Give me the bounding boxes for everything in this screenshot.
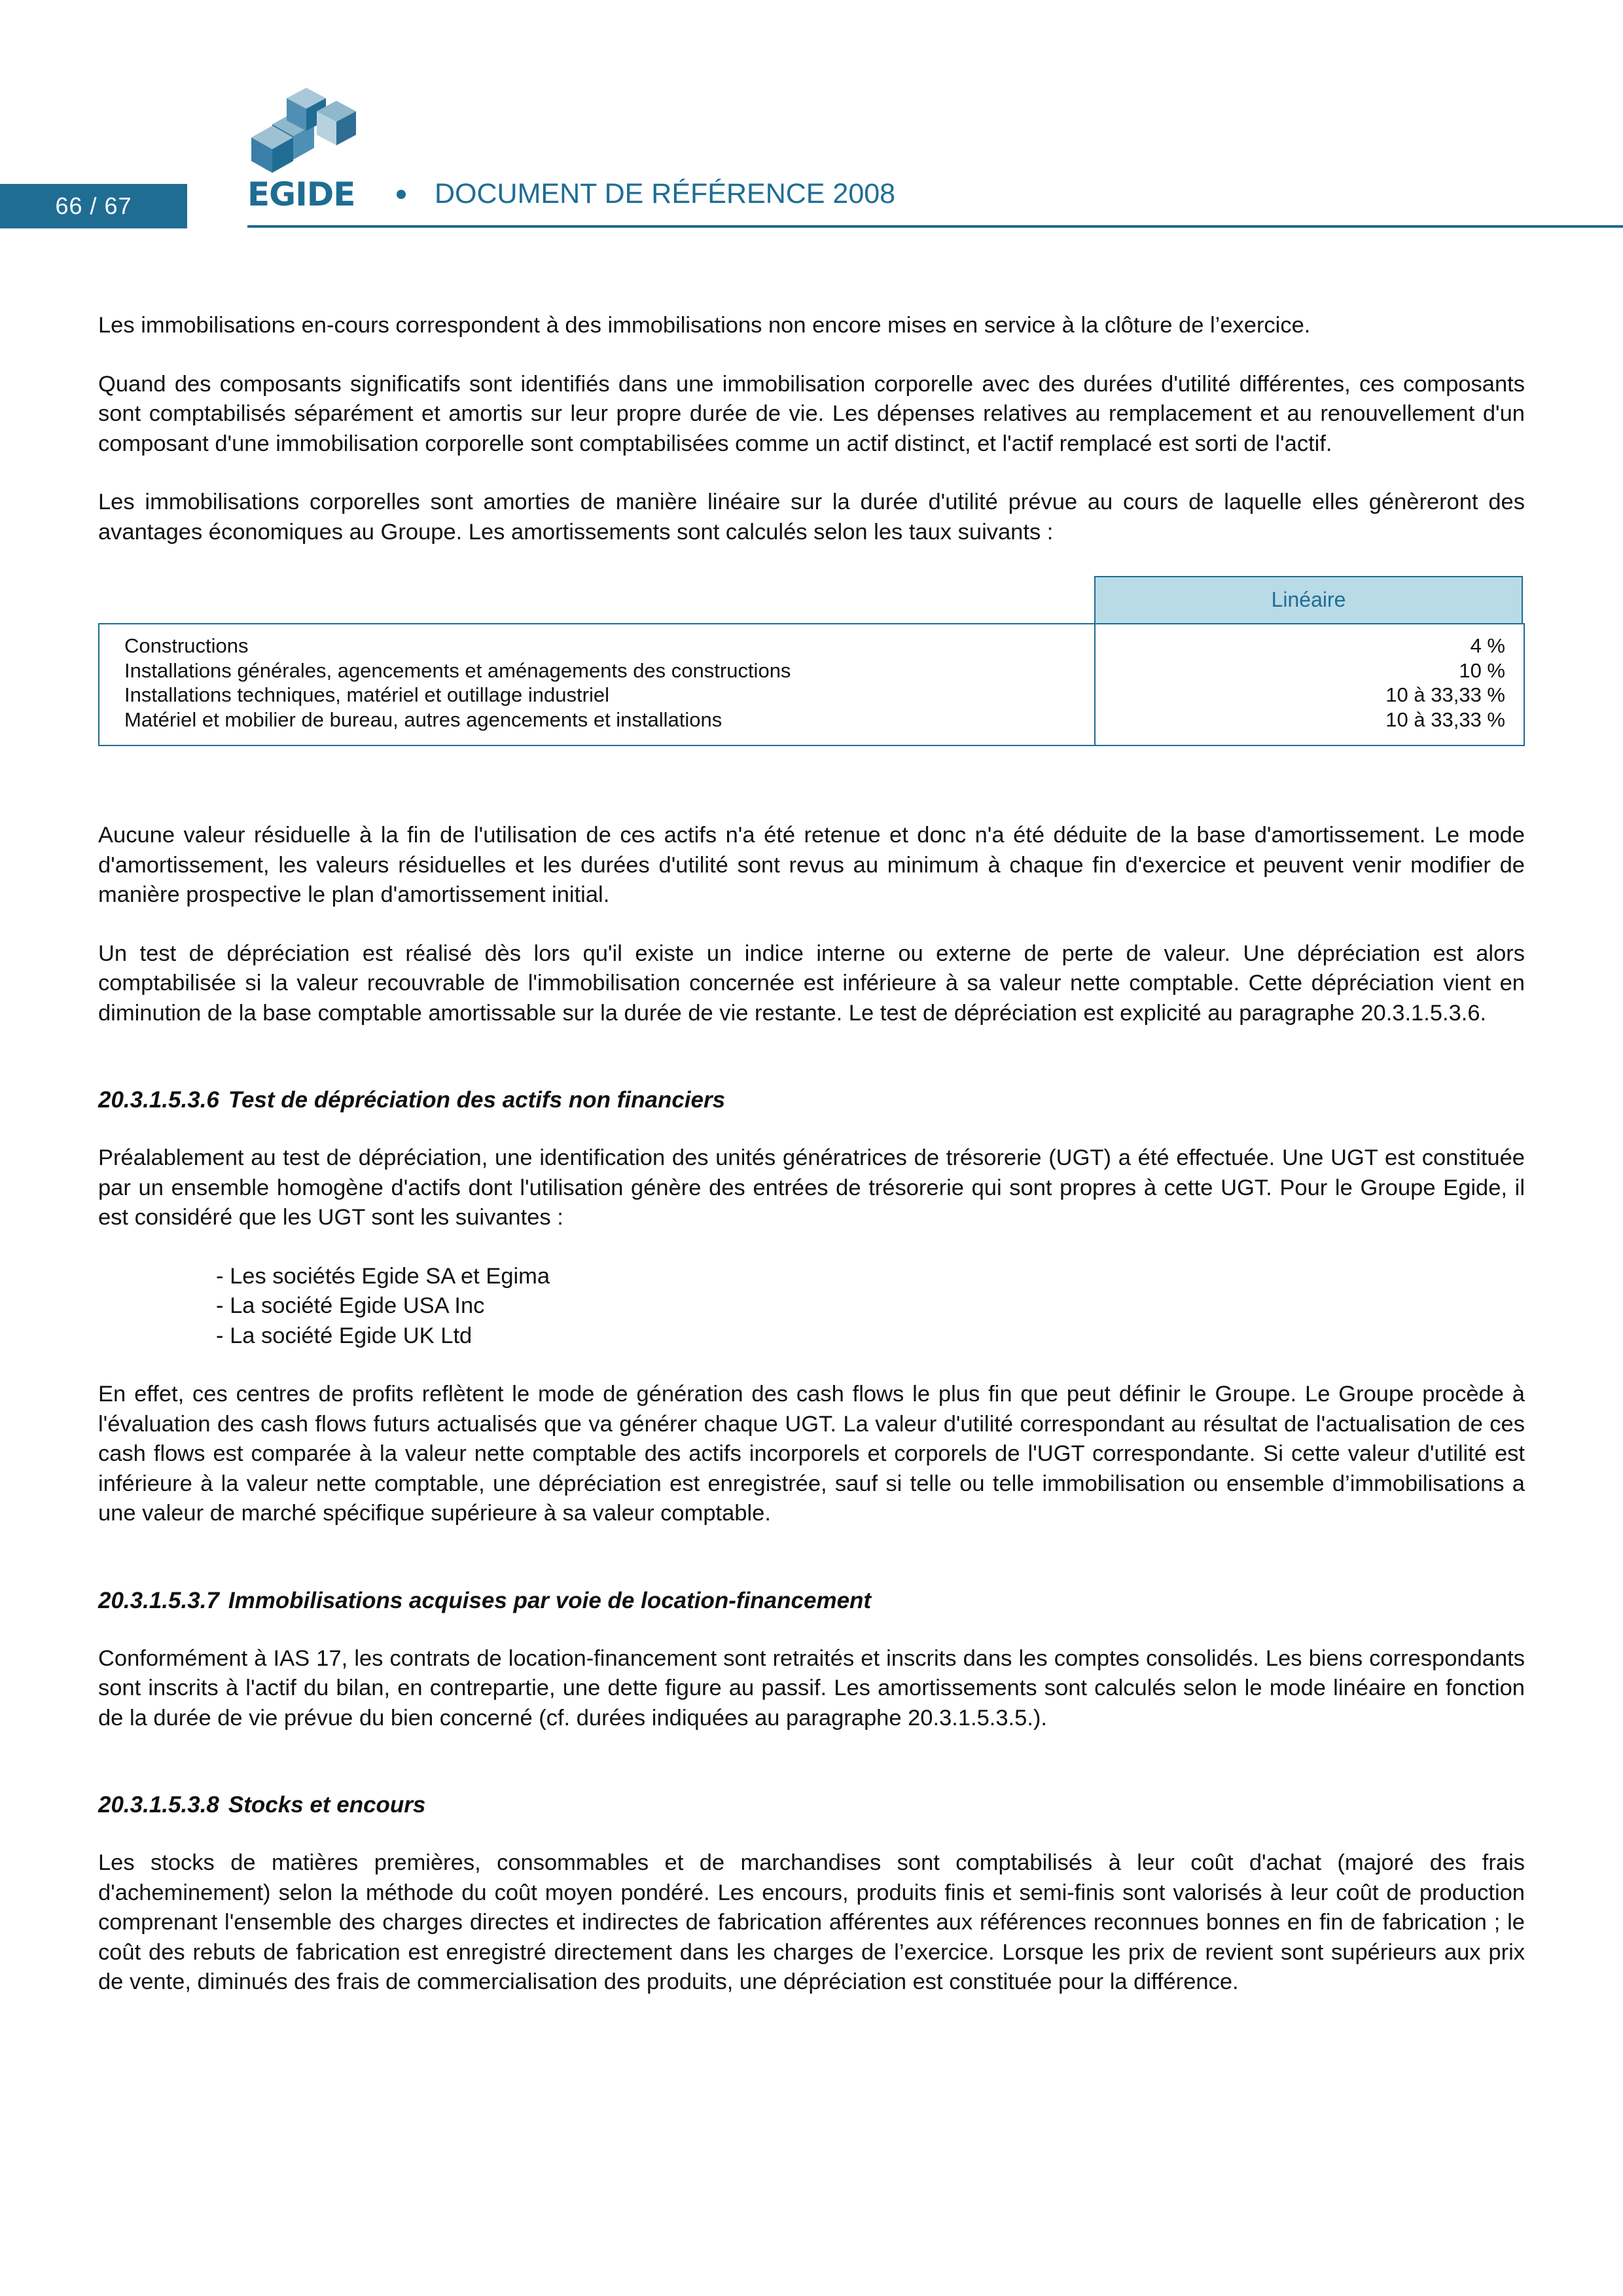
paragraph-location-financement: Conformément à IAS 17, les contrats de location-financement sont retraités et inscrits dans les comptes consolidés. Les biens correspondants sont inscrits à l'actif du bilan, en contrepartie, une dette figure au passif. Les amortissements sont calculés selon le mode linéaire en fonction de la durée de vie prévue du bien concerné (cf. durées indiquées au paragraphe 20.3.1.5.3.5.).	[98, 1645, 1525, 1731]
header-bullet	[397, 190, 406, 199]
table-row-label: Installations générales, agencements et aménagements des constructions	[124, 658, 791, 682]
table-row-label: Matériel et mobilier de bureau, autres agencements et installations	[124, 708, 722, 731]
list-item: - La société Egide UK Ltd	[216, 1323, 473, 1348]
table-values-column	[1096, 624, 1524, 745]
section-number: 20.3.1.5.3.6	[98, 1087, 219, 1113]
page-indicator: 66 / 67	[0, 184, 187, 228]
document-body	[98, 311, 1525, 2026]
table-row-value: 10 à 33,33 %	[1385, 708, 1505, 731]
paragraph-stocks: Les stocks de matières premières, consommables et de marchandises sont comptabilisés à leur coût d'achat (majoré des frais d'acheminement) selon la méthode du coût moyen pondéré. Les encours, produits finis et semi-finis sont valorisés à leur coût de production comprenant l'ensemble des charges directes et indirectes de fabrication afférentes aux références reconnues bonnes en fin de fabrication ; le coût des rebuts de fabrication est enregistré directement dans les charges de l’exercice. Lorsque les prix de revient sont supérieurs aux prix de vente, diminués des frais de commercialisation des produits, une dépréciation est constituée pour la différence.	[98, 1850, 1525, 1994]
paragraph-immobilisations-en-cours: Les immobilisations en-cours correspondent à des immobilisations non encore mises en service à la clôture de l’exercice.	[98, 313, 1311, 338]
ugt-list	[216, 1262, 1525, 1352]
table-column-header: Linéaire	[1094, 576, 1523, 623]
paragraph-ugt: Préalablement au test de dépréciation, une identification des unités génératrices de trésorerie (UGT) a été effectuée. Une UGT est constituée par un ensemble homogène d'actifs dont l'utilisation génère des entrées de trésorerie qui sont propres à cette UGT. Pour le Groupe Egide, il est considéré que les UGT sont les suivantes :	[98, 1145, 1525, 1230]
section-title: Immobilisations acquises par voie de location-financement	[228, 1587, 872, 1613]
section-number: 20.3.1.5.3.7	[98, 1587, 219, 1613]
document-title: DOCUMENT DE RÉFÉRENCE 2008	[435, 178, 896, 209]
table-row-label: Installations techniques, matériel et outillage industriel	[124, 683, 609, 706]
table-row-value: 4 %	[1470, 634, 1505, 657]
section-heading-3-7	[98, 1586, 1525, 1615]
depreciation-rates-table	[98, 576, 1525, 746]
header-rule	[247, 225, 1623, 228]
table-body	[98, 623, 1525, 746]
egide-logo-text: EGIDE	[247, 175, 355, 213]
paragraph-composants: Quand des composants significatifs sont identifiés dans une immobilisation corporelle avec des durées d'utilité différentes, ces composants sont comptabilisés séparément et amortis sur leur propre durée de vie. Les dépenses relatives au remplacement et au renouvellement d'un composant d'une immobilisation corporelle sont comptabilisées comme un actif distinct, et l'actif remplacé est sorti de l'actif.	[98, 371, 1525, 456]
paragraph-test-depreciation: Un test de dépréciation est réalisé dès lors qu'il existe un indice interne ou externe de perte de valeur. Une dépréciation est alors comptabilisée si la valeur recouvrable de l'immobilisation concernée est inférieure à sa valeur nette comptable. Cette dépréciation vient en diminution de la base comptable amortissable sur la durée de vie restante. Le test de dépréciation est explicité au paragraphe 20.3.1.5.3.6.	[98, 941, 1525, 1026]
list-item: - Les sociétés Egide SA et Egima	[216, 1263, 550, 1289]
section-number: 20.3.1.5.3.8	[98, 1792, 219, 1818]
section-title: Test de dépréciation des actifs non financiers	[228, 1087, 726, 1113]
paragraph-amortissement-lineaire: Les immobilisations corporelles sont amorties de manière linéaire sur la durée d'utilité prévue au cours de laquelle elles génèreront des avantages économiques au Groupe. Les amortissements sont calculés selon les taux suivants :	[98, 490, 1525, 545]
section-heading-3-8	[98, 1790, 1525, 1820]
paragraph-cash-flows: En effet, ces centres de profits reflètent le mode de génération des cash flows le plus fin que peut définir le Groupe. Le Groupe procède à l'évaluation des cash flows futurs actualisés que va générer chaque UGT. La valeur d'utilité correspondant au résultat de l'actualisation de ces cash flows est comparée à la valeur nette comptable des actifs incorporels et corporels de l'UGT correspondante. Si cette valeur d'utilité est inférieure à la valeur nette comptable, une dépréciation est enregistrée, sauf si telle ou telle immobilisation ou ensemble d’immobilisations a une valeur de marché spécifique supérieure à sa valeur comptable.	[98, 1382, 1525, 1526]
table-row-value: 10 à 33,33 %	[1385, 683, 1505, 706]
paragraph-valeur-residuelle: Aucune valeur résiduelle à la fin de l'utilisation de ces actifs n'a été retenue et donc n'a été déduite de la base d'amortissement. Le mode d'amortissement, les valeurs résiduelles et les durées d'utilité sont revus au minimum à chaque fin d'exercice et peuvent venir modifier de manière prospective le plan d'amortissement initial.	[98, 823, 1525, 907]
section-title: Stocks et encours	[228, 1792, 426, 1818]
table-row-label: Constructions	[124, 634, 249, 657]
table-row-value: 10 %	[1459, 658, 1505, 682]
list-item: - La société Egide USA Inc	[216, 1293, 485, 1318]
table-labels-column	[99, 624, 1096, 745]
section-heading-3-6	[98, 1085, 1525, 1115]
